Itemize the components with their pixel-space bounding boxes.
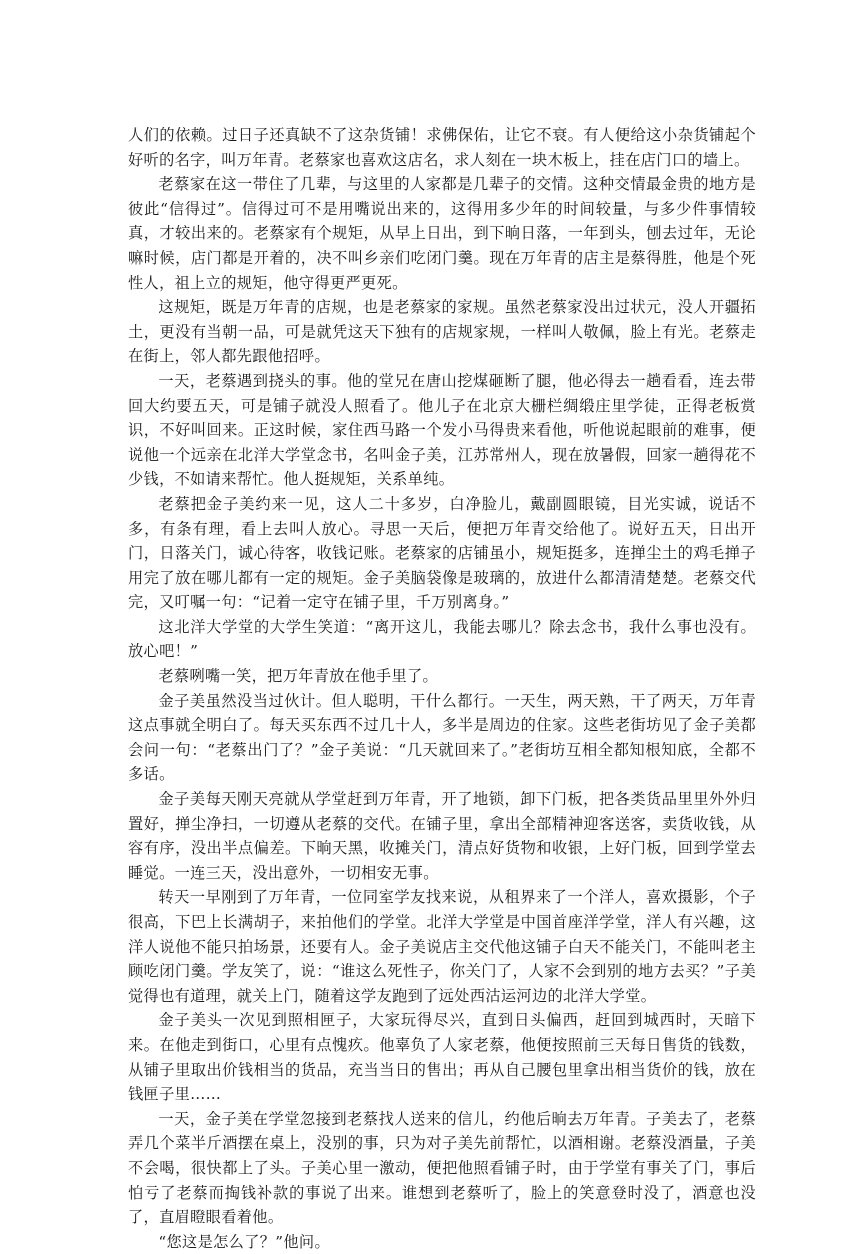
paragraph-8: 金子美虽然没当过伙计。但人聪明，干什么都行。一天生，两天熟，干了两天，万年青这点事就全明白了。每天买东西不过几十人，多半是周边的住家。这些老街坊见了金子美都会问一句：“老蔡出门了？”金子美说：“几天就回来了。”老街坊互相全都知根知底，全都不多话。 xyxy=(128,691,756,784)
paragraph-12: 一天，金子美在学堂忽接到老蔡找人送来的信儿，约他后晌去万年青。子美去了，老蔡弄几个菜半斤酒摆在桌上，没别的事，只为对子美先前帮忙，以酒相谢。老蔡没酒量，子美不会喝，很快都上了头。子美心里一激动，便把他照看铺子时，由于学堂有事关了门，事后怕亏了老蔡而掏钱补款的事说了出来。谁想到老蔡听了，脸上的笑意登时没了，酒意也没了，直眉瞪眼看着他。 xyxy=(128,1109,756,1227)
paragraph-1: 人们的依赖。过日子还真缺不了这杂货铺！求佛保佑，让它不衰。有人便给这小杂货铺起个好听的名字，叫万年青。老蔡家也喜欢这店名，求人刻在一块木板上，挂在店门口的墙上。 xyxy=(128,126,756,169)
paragraph-3: 这规矩，既是万年青的店规，也是老蔡家的家规。虽然老蔡家没出过状元，没人开疆拓土，更没有当朝一品，可是就凭这天下独有的店规家规，一样叫人敬佩，脸上有光。老蔡走在街上，邻人都先跟他招呼。 xyxy=(128,298,756,366)
paragraph-9: 金子美每天刚天亮就从学堂赶到万年青，开了地锁，卸下门板，把各类货品里里外外归置好，掸尘净扫，一切遵从老蔡的交代。在铺子里，拿出全部精神迎客送客，卖货收钱，从容有序，没出半点偏差。下晌天黑，收摊关门，清点好货物和收银，上好门板，回到学堂去睡觉。一连三天，没出意外，一切相安无事。 xyxy=(128,790,756,882)
paragraph-7: 老蔡咧嘴一笑，把万年青放在他手里了。 xyxy=(158,667,439,686)
paragraph-10: 转天一早刚到了万年青，一位同室学友找来说，从租界来了一个洋人，喜欢摄影，个子很高，下巴上长满胡子，来拍他们的学堂。北洋大学堂是中国首座洋学堂，洋人有兴趣，这洋人说他不能只拍场景，还要有人。金子美说店主交代他这铺子白天不能关门，不能叫老主顾吃闭门羹。学友笑了，说：“谁这么死性子，你关门了，人家不会到别的地方去买？”子美觉得也有道理，就关上门，随着这学友跑到了远处西沽运河边的北洋大学堂。 xyxy=(128,888,756,1005)
paragraph-2: 老蔡家在这一带住了几辈，与这里的人家都是几辈子的交情。这种交情最金贵的地方是彼此“信得过”。信得过可不是用嘴说出来的，这得用多少年的时间较量，与多少件事情较真，才较出来的。老蔡家有个规矩，从早上日出，到下晌日落，一年到头，刨去过年，无论嘛时候，店门都是开着的，决不叫乡亲们吃闭门羹。现在万年青的店主是蔡得胜，他是个死性人，祖上立的规矩，他守得更严更死。 xyxy=(128,175,756,292)
paragraph-5: 老蔡把金子美约来一见，这人二十多岁，白净脸儿，戴副圆眼镜，目光实诚，说话不多，有条有理，看上去叫人放心。寻思一天后，便把万年青交给他了。说好五天，日出开门，日落关门，诚心待客，收钱记账。老蔡家的店铺虽小，规矩挺多，连掸尘土的鸡毛掸子用完了放在哪儿都有一定的规矩。金子美脑袋像是玻璃的，放进什么都清清楚楚。老蔡交代完，又叮嘱一句：“记着一定守在铺子里，千万别离身。” xyxy=(128,494,756,612)
paragraph-4: 一天，老蔡遇到挠头的事。他的堂兄在唐山挖煤砸断了腿，他必得去一趟看看，连去带回大约要五天，可是铺子就没人照看了。他儿子在北京大栅栏绸缎庄里学徒，正得老板赏识，不好叫回来。正这时候，家住西马路一个发小马得贵来看他，听他说起眼前的难事，便说他一个远亲在北洋大学堂念书，名叫金子美，江苏常州人，现在放暑假，回家一趟得花不少钱，不如请来帮忙。他人挺规矩，关系单纯。 xyxy=(128,371,756,489)
paragraph-13: “您这是怎么了？”他问。 xyxy=(158,1232,330,1251)
paragraph-11: 金子美头一次见到照相匣子，大家玩得尽兴，直到日头偏西，赶回到城西时，天暗下来。在他走到街口，心里有点愧疚。他辜负了人家老蔡，他便按照前三天每日售货的钱数，从铺子里取出价钱相当的货品，充当当日的售出；再从自己腰包里拿出相当货价的钱，放在钱匣子里…… xyxy=(128,1011,756,1104)
article-body xyxy=(128,123,756,1254)
paragraph-6: 这北洋大学堂的大学生笑道：“离开这儿，我能去哪儿？除去念书，我什么事也没有。放心吧！” xyxy=(128,617,756,661)
